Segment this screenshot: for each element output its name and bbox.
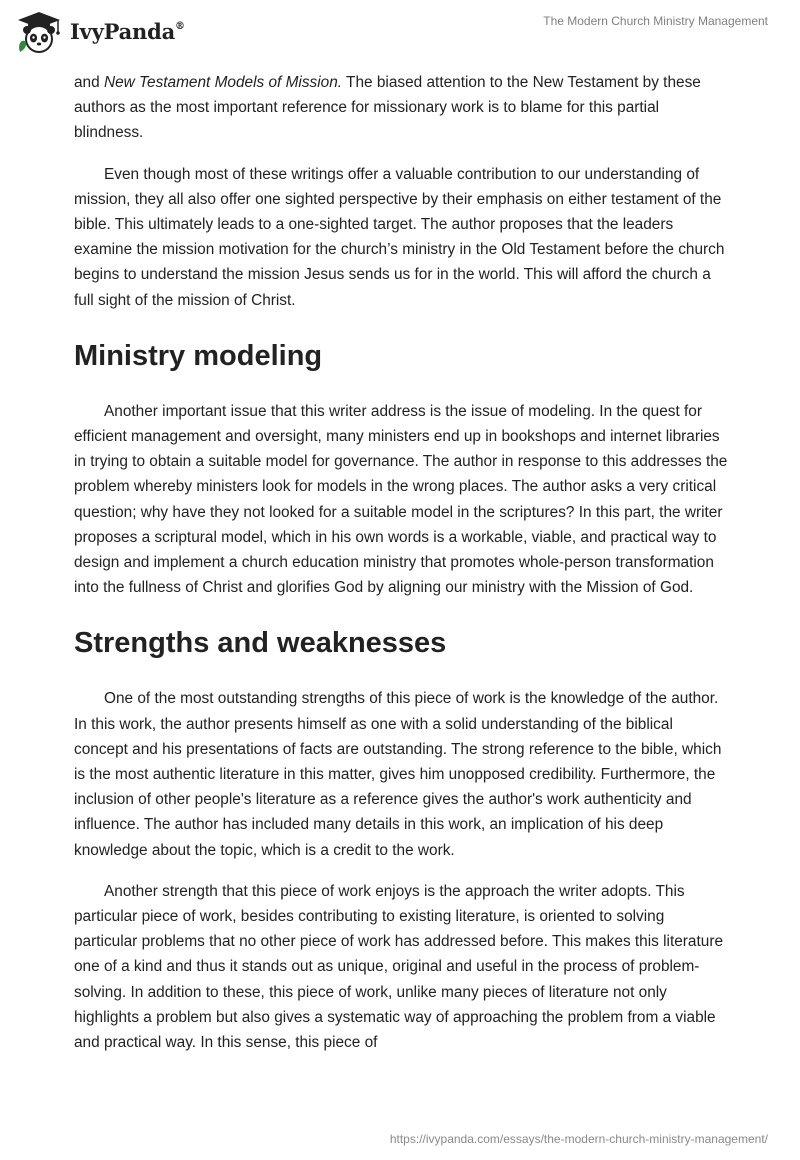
book-title: New Testament Models of Mission. <box>103 74 343 91</box>
paragraph-modeling: Another important issue that this writer address is the issue of modeling. In the quest for efficient management and oversight, many ministers end up in bookshops and internet libraries in trying to obtain a suitable model for governance. The author in response to this addresses the problem whereby ministers look for models in the wrong places. The author asks a very critical question; why have they not looked for a suitable model in the scriptures? In this part, the writer proposes a scriptural model, which in his own words is a workable, viable, and practical way to design and implement a church education ministry that promotes whole-person transformation into the fullness of Christ and glorifies God by aligning our ministry with the Mission of God. <box>74 402 728 597</box>
heading-ministry-modeling: Ministry modeling <box>74 339 323 372</box>
paragraph-continuation: and New Testament Models of Mission. The biased attention to the New Testament by these authors as the most important reference for missionary work is to blame for this partial blindness. <box>74 74 701 142</box>
ivypanda-logo[interactable] <box>14 8 185 54</box>
panda-graduate-logo-icon <box>14 8 64 54</box>
page-header <box>0 0 800 66</box>
paragraph-strength-approach: Another strength that this piece of work enjoys is the approach the writer adopts. This particular piece of work, besides contributing to existing literature, is oriented to solving particular problems that no other piece of work has addressed before. This makes this literature one of a kind and thus it stands out as unique, original and useful in the process of problem-solving. In addition to these, this piece of work, unlike many pieces of literature not only highlights a problem but also gives a systematic way of approaching the problem from a viable and practical way. In this sense, this piece of <box>74 882 724 1052</box>
paragraph-mission-perspective: Even though most of these writings offer a valuable contribution to our understanding of mission, they all also offer one sighted perspective by their emphasis on either testament of the bible. This ultimately leads to a one-sighted target. The author proposes that the leaders examine the mission motivation for the church’s ministry in the Old Testament before the church begins to understand the mission Jesus sends us for in the world. This will afford the church a full sight of the mission of Christ. <box>74 165 725 309</box>
source-url[interactable]: https://ivypanda.com/essays/the-modern-church-ministry-management/ <box>389 1132 768 1146</box>
heading-strengths-weaknesses: Strengths and weaknesses <box>74 627 447 660</box>
document-title: The Modern Church Ministry Management <box>543 14 768 28</box>
brand-name: IvyPanda® <box>70 18 185 44</box>
article-body <box>74 70 730 1071</box>
paragraph-strength-knowledge: One of the most outstanding strengths of this piece of work is the knowledge of the author. In this work, the author presents himself as one with a solid understanding of the biblical concept and his presentations of facts are outstanding. The strong reference to the bible, which is the most authentic literature in this matter, gives him unopposed credibility. Furthermore, the inclusion of other people's literature as a reference gives the author's work authenticity and influence. The author has included many details in this work, an implication of his deep knowledge about the topic, which is a credit to the work. <box>74 690 722 859</box>
